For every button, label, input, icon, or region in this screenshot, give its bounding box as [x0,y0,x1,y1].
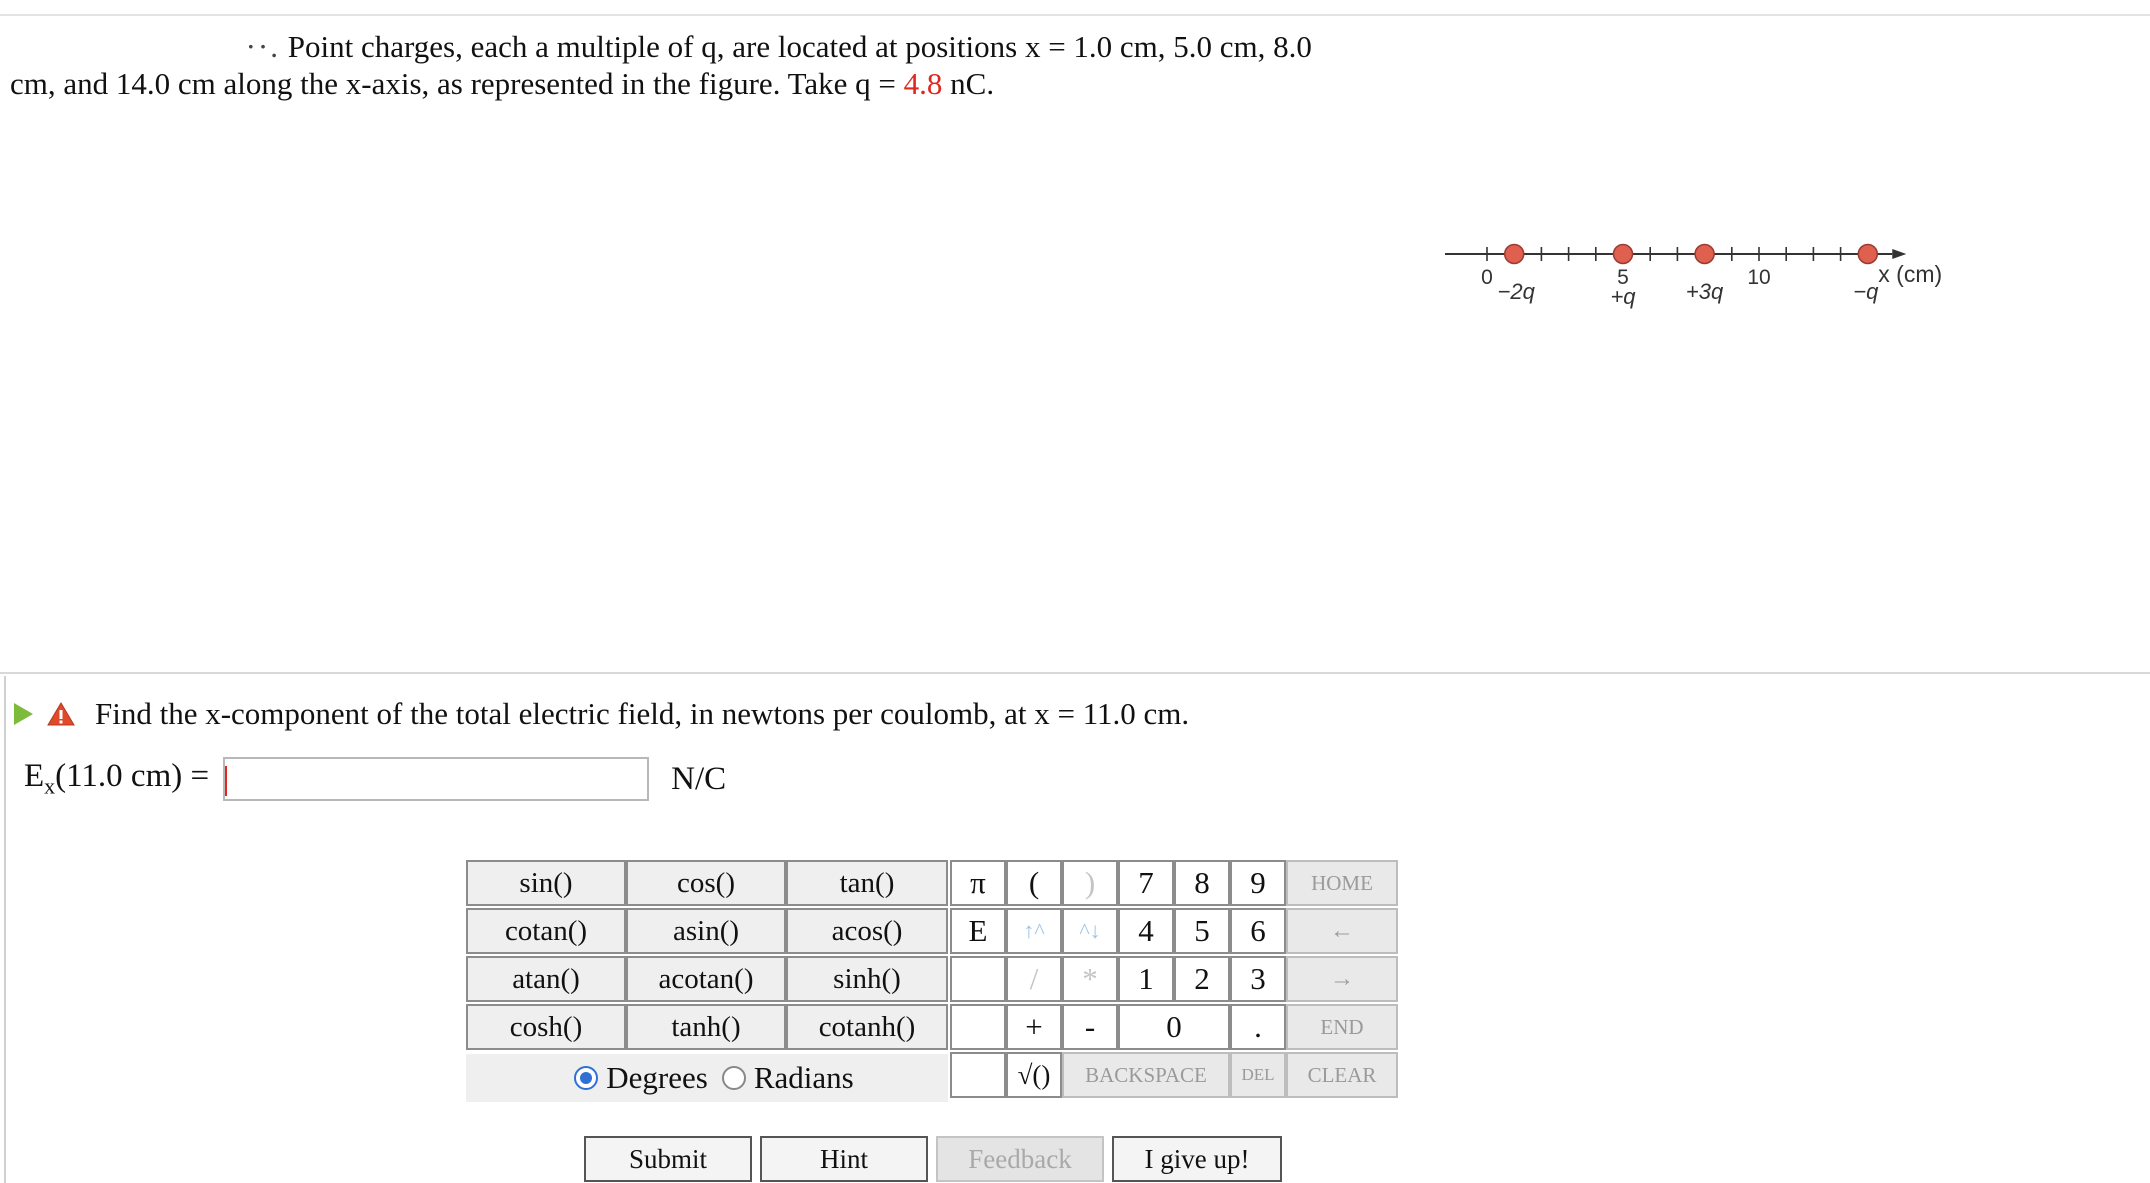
text-cursor [225,766,227,796]
key-minus[interactable]: - [1062,1004,1118,1050]
answer-row [24,755,726,803]
answer-unit: N/C [671,760,727,797]
part-divider [0,672,2150,674]
charge-figure [1440,220,2140,330]
key-7[interactable]: 7 [1118,860,1174,906]
charge-label: +q [1610,284,1636,309]
key-atan[interactable]: atan() [466,956,626,1002]
key-3[interactable]: 3 [1230,956,1286,1002]
charge-marker [1505,245,1524,264]
problem-number: ··. [245,29,280,64]
key-cotan[interactable]: cotan() [466,908,626,954]
key-del[interactable]: DEL [1230,1052,1286,1098]
key-cosh[interactable]: cosh() [466,1004,626,1050]
answer-label [24,758,209,800]
key-divide[interactable]: / [1006,956,1062,1002]
key-blank-3 [950,1052,1006,1098]
feedback-button[interactable]: Feedback [936,1136,1104,1182]
key-tanh[interactable]: tanh() [626,1004,786,1050]
degrees-label: Degrees [606,1060,708,1095]
part-header [14,694,1189,734]
answer-label-E: E [24,758,45,795]
key-plus[interactable]: + [1006,1004,1062,1050]
problem-text-end: nC. [942,66,995,101]
key-2[interactable]: 2 [1174,956,1230,1002]
key-right-arrow[interactable]: → [1286,956,1398,1002]
key-6[interactable]: 6 [1230,908,1286,954]
number-line-svg [1440,220,2140,330]
charge-marker [1858,245,1877,264]
key-multiply[interactable]: * [1062,956,1118,1002]
key-end[interactable]: END [1286,1004,1398,1050]
key-acos[interactable]: acos() [786,908,948,954]
key-E[interactable]: E [950,908,1006,954]
key-1[interactable]: 1 [1118,956,1174,1002]
key-backspace[interactable]: BACKSPACE [1062,1052,1230,1098]
key-dot[interactable]: . [1230,1004,1286,1050]
expand-play-icon[interactable] [14,703,33,725]
radians-label: Radians [753,1060,854,1095]
tick-label-10: 10 [1747,266,1771,289]
part-question: Find the x-component of the total electric field, in newtons per coulomb, at x = 11.0 cm. [95,696,1190,731]
key-tan[interactable]: tan() [786,860,948,906]
submit-button[interactable]: Submit [584,1136,752,1182]
answer-label-arg: (11.0 cm) = [55,758,210,795]
key-cotanh[interactable]: cotanh() [786,1004,948,1050]
charge-label: −q [1853,279,1879,304]
key-close-paren[interactable]: ) [1062,860,1118,906]
key-caret-down[interactable]: ^↓ [1062,908,1118,954]
angle-mode [466,1054,948,1102]
panel-border [4,676,6,1183]
charge-marker [1695,245,1714,264]
give-up-button[interactable]: I give up! [1112,1136,1282,1182]
tick-label-0: 0 [1481,266,1493,289]
q-value: 4.8 [903,66,943,101]
tick-label-5: 5 [1617,266,1629,289]
key-acotan[interactable]: acotan() [626,956,786,1002]
key-8[interactable]: 8 [1174,860,1230,906]
key-9[interactable]: 9 [1230,860,1286,906]
problem-statement [10,28,1350,102]
axis-arrow [1892,249,1906,259]
key-up-caret[interactable]: ↑^ [1006,908,1062,954]
key-cos[interactable]: cos() [626,860,786,906]
degrees-radio[interactable] [574,1066,598,1090]
charge-label: −2q [1497,279,1535,304]
key-4[interactable]: 4 [1118,908,1174,954]
key-sqrt[interactable]: √() [1006,1052,1062,1098]
top-divider [0,14,2150,16]
key-0[interactable]: 0 [1118,1004,1230,1050]
key-sin[interactable]: sin() [466,860,626,906]
answer-input[interactable] [223,757,649,801]
warning-icon [47,701,75,727]
key-pi[interactable]: π [950,860,1006,906]
key-blank-1 [950,956,1006,1002]
charge-label: +3q [1685,279,1724,304]
hint-button[interactable]: Hint [760,1136,928,1182]
key-asin[interactable]: asin() [626,908,786,954]
key-left-arrow[interactable]: ← [1286,908,1398,954]
key-open-paren[interactable]: ( [1006,860,1062,906]
key-clear[interactable]: CLEAR [1286,1052,1398,1098]
key-home[interactable]: HOME [1286,860,1398,906]
key-sinh[interactable]: sinh() [786,956,948,1002]
radians-radio[interactable] [722,1066,746,1090]
key-blank-2 [950,1004,1006,1050]
key-5[interactable]: 5 [1174,908,1230,954]
charge-marker [1614,245,1633,264]
axis-label: x (cm) [1878,261,1943,287]
problem-text: Point charges, each a multiple of q, are located at positions x = 1.0 cm, 5.0 cm, 8.0 cm, and 14.0 cm along the x-axis, as represented in the figure. Take q = [10,29,1312,101]
answer-label-sub: x [44,773,56,799]
